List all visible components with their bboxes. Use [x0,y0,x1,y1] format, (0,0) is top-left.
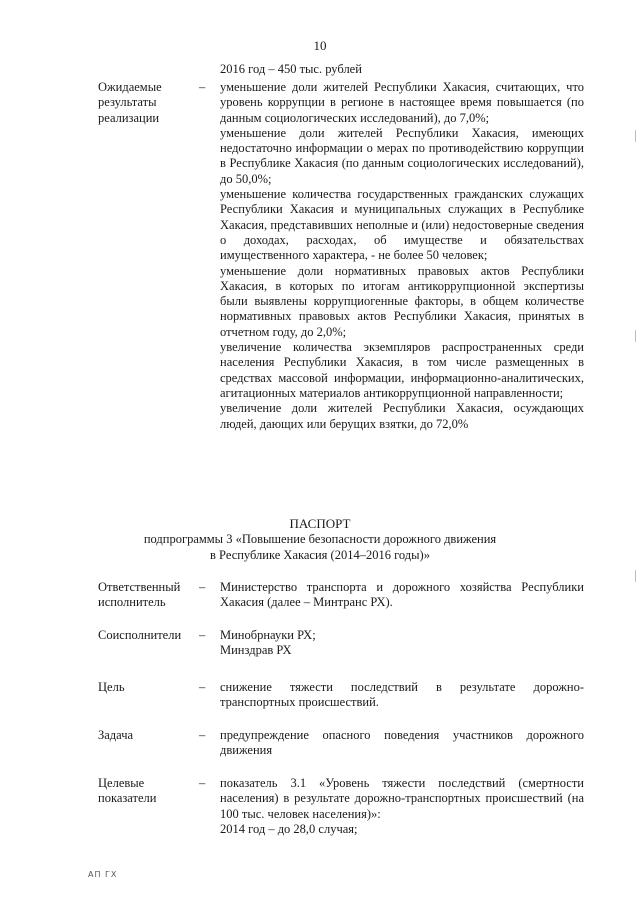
dash-separator: – [199,728,206,742]
result-paragraph: уменьшение доли нормативных правовых актов Республики Хакасия, в которых по итогам антикоррупционной экспертизы были выявлены коррупциогенные факторы, в общем количестве нормативных правовых актов Республики Хакасия, принятых в отчетном году, до 2,0%; [220,263,584,339]
funding-line: 2016 год – 450 тыс. рублей [220,62,362,76]
target-indicators-label [98,776,194,807]
goal-content [220,680,584,711]
label-line: результаты [98,95,157,110]
indicator-year-value: 2014 год – до 28,0 случая; [220,821,358,836]
result-paragraph: уменьшение количества государственных гражданских служащих Республики Хакасия и муниципальных служащих в Республике Хакасия, представивших неполные и (или) недостоверные сведения о доходах, расходах, об имуществе и обязательствах имущественного характера, - не более 50 человек; [220,187,584,263]
result-paragraph: увеличение количества экземпляров распространенных среди населения Республики Хакасия, в том числе размещенных в средствах массовой информации, информационно-аналитических, агитационных материалов антикоррупционной направленности; [220,340,584,400]
result-paragraph: уменьшение доли жителей Республики Хакасия, считающих, что уровень коррупции в регионе в настоящее время повышается (по данным социологических исследований), до 7,0%; [220,80,584,125]
label-line: Ожидаемые [98,80,162,94]
coexecutor-item: Минобрнауки РХ; [220,628,316,642]
goal-label: Цель [98,680,125,694]
label-line: Ответственный [98,580,181,594]
label-line: Целевые [98,776,145,790]
responsible-executor-text: Министерство транспорта и дорожного хозяйства Республики Хакасия (далее – Минтранс РХ). [220,580,584,610]
expected-results-content [220,80,584,432]
label-line: показатели [98,791,157,806]
coexecutors-label: Соисполнители [98,628,182,642]
coexecutors-content [220,628,584,659]
scan-margin-mark [635,130,636,142]
dash-separator: – [199,628,206,642]
archive-stamp: АП ГХ [88,870,118,879]
dash-separator: – [199,80,206,94]
label-line: реализации [98,110,160,125]
goal-text: снижение тяжести последствий в результате дорожно-транспортных происшествий. [220,680,584,710]
passport-subtitle-line: подпрограммы 3 «Повышение безопасности дорожного движения [143,532,497,546]
scan-margin-mark [635,330,636,342]
label-line: исполнитель [98,595,166,610]
result-paragraph: увеличение доли жителей Республики Хакасия, осуждающих людей, дающих или берущих взятки, до 72,0% [220,401,584,431]
dash-separator: – [199,776,206,790]
passport-title: ПАСПОРТ [289,516,351,531]
passport-subtitle-line: в Республике Хакасия (2014–2016 годы)» [210,547,430,562]
responsible-executor-content [220,580,584,611]
dash-separator: – [199,580,206,594]
indicator-text: показатель 3.1 «Уровень тяжести последствий (смертности населения) в результате дорожно-транспортных происшествий (на 100 тыс. человек населения)»: [220,776,584,821]
page-number: 10 [313,38,327,53]
scan-margin-mark [635,570,636,582]
task-label: Задача [98,728,134,742]
task-content [220,728,584,759]
responsible-executor-label [98,580,194,611]
dash-separator: – [199,680,206,694]
passport-subtitle [0,532,640,563]
result-paragraph: уменьшение доли жителей Республики Хакасия, имеющих недостаточно информации о мерах по противодействию коррупции в Республике Хакасия (по данным социологических исследований), до 50,0%; [220,125,584,186]
coexecutor-item: Минздрав РХ [220,643,292,658]
target-indicators-content [220,776,584,837]
expected-results-label [98,80,194,126]
task-text: предупреждение опасного поведения участников дорожного движения [220,728,584,758]
